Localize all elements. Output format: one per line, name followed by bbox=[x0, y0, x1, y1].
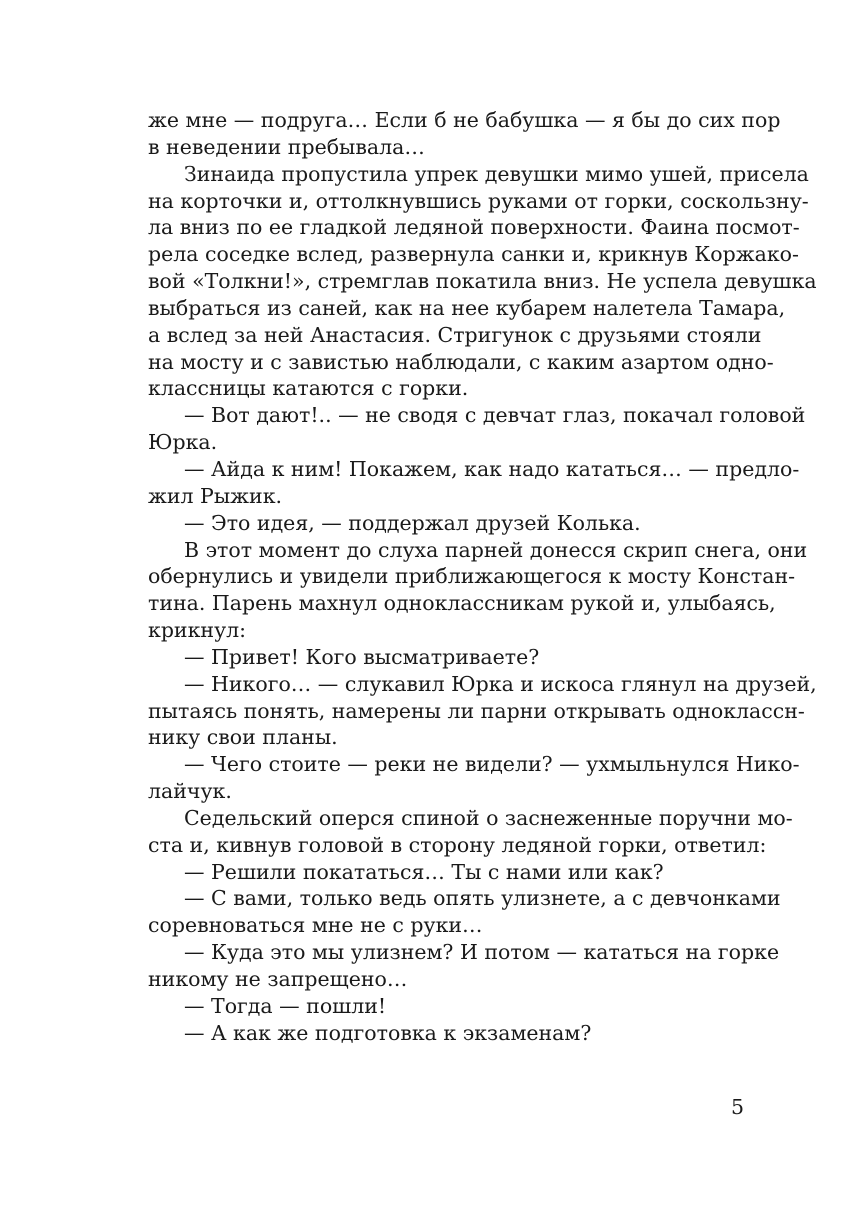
text-line: — Куда это мы улизнем? И потом — кататься на горке bbox=[184, 940, 780, 965]
text-line: на мосту и с завистью наблюдали, с каким азартом одно- bbox=[148, 349, 774, 374]
text-line: же мне — подруга… Если б не бабушка — я бы до сих пор bbox=[148, 108, 781, 132]
text-line: крикнул: bbox=[148, 618, 247, 643]
text-line: ста и, кивнув головой в сторону ледяной горки, ответил: bbox=[148, 832, 767, 857]
text-line: — Решили покататься… Ты с нами или как? bbox=[184, 859, 664, 884]
page-number: 5 bbox=[730, 1095, 744, 1119]
text-line: — С вами, только ведь опять улизнете, а с девчонками bbox=[184, 886, 781, 911]
text-line: жил Рыжик. bbox=[148, 483, 283, 508]
text-line: — Вот дают!.. — не сводя с девчат глаз, покачал головой bbox=[184, 403, 806, 428]
text-line: классницы катаются с горки. bbox=[148, 376, 469, 401]
text-line: обернулись и увидели приближающегося к мосту Констан- bbox=[148, 564, 796, 589]
text-line: — Никого… — слукавил Юрка и искоса глянул на друзей, bbox=[184, 671, 817, 696]
text-line: — Тогда — пошли! bbox=[184, 993, 387, 1018]
text-line: рела соседке вслед, развернула санки и, крикнув Коржако- bbox=[148, 242, 799, 267]
text-line: тина. Парень махнул одноклассникам рукой и, улыбаясь, bbox=[148, 591, 776, 616]
text-line: В этот момент до слуха парней донесся скрип снега, они bbox=[184, 537, 808, 562]
text-line: Зинаида пропустила упрек девушки мимо ушей, присела bbox=[184, 161, 809, 186]
text-line: вой «Толкни!», стремглав покатила вниз. Не успела девушка bbox=[148, 269, 817, 294]
text-line: — Чего стоите — реки не видели? — ухмыльнулся Нико- bbox=[184, 752, 800, 777]
text-line: ла вниз по ее гладкой ледяной поверхности. Фаина посмот- bbox=[148, 215, 800, 240]
text-line: — Айда к ним! Покажем, как надо кататься… — предло- bbox=[184, 456, 800, 481]
text-line: в неведении пребывала… bbox=[148, 134, 425, 159]
text-line: нику свои планы. bbox=[148, 725, 338, 750]
body-text bbox=[148, 107, 817, 1047]
text-line: выбраться из саней, как на нее кубарем налетела Тамара, bbox=[148, 295, 786, 320]
text-line: Седельский оперся спиной о заснеженные поручни мо- bbox=[184, 805, 793, 830]
text-line: а вслед за ней Анастасия. Стригунок с друзьями стояли bbox=[148, 322, 762, 347]
text-line: на корточки и, оттолкнувшись руками от горки, соскользну- bbox=[148, 188, 809, 213]
text-line: Юрка. bbox=[148, 430, 218, 455]
text-line: лайчук. bbox=[148, 779, 232, 804]
text-line: — А как же подготовка к экзаменам? bbox=[184, 1020, 592, 1045]
text-line: — Привет! Кого высматриваете? bbox=[184, 644, 540, 669]
text-line: никому не запрещено… bbox=[148, 967, 408, 991]
text-line: — Это идея, — поддержал друзей Колька. bbox=[184, 510, 641, 535]
text-line: пытаясь понять, намерены ли парни открывать одноклассн- bbox=[148, 698, 805, 723]
text-line: соревноваться мне не с руки… bbox=[148, 913, 483, 938]
